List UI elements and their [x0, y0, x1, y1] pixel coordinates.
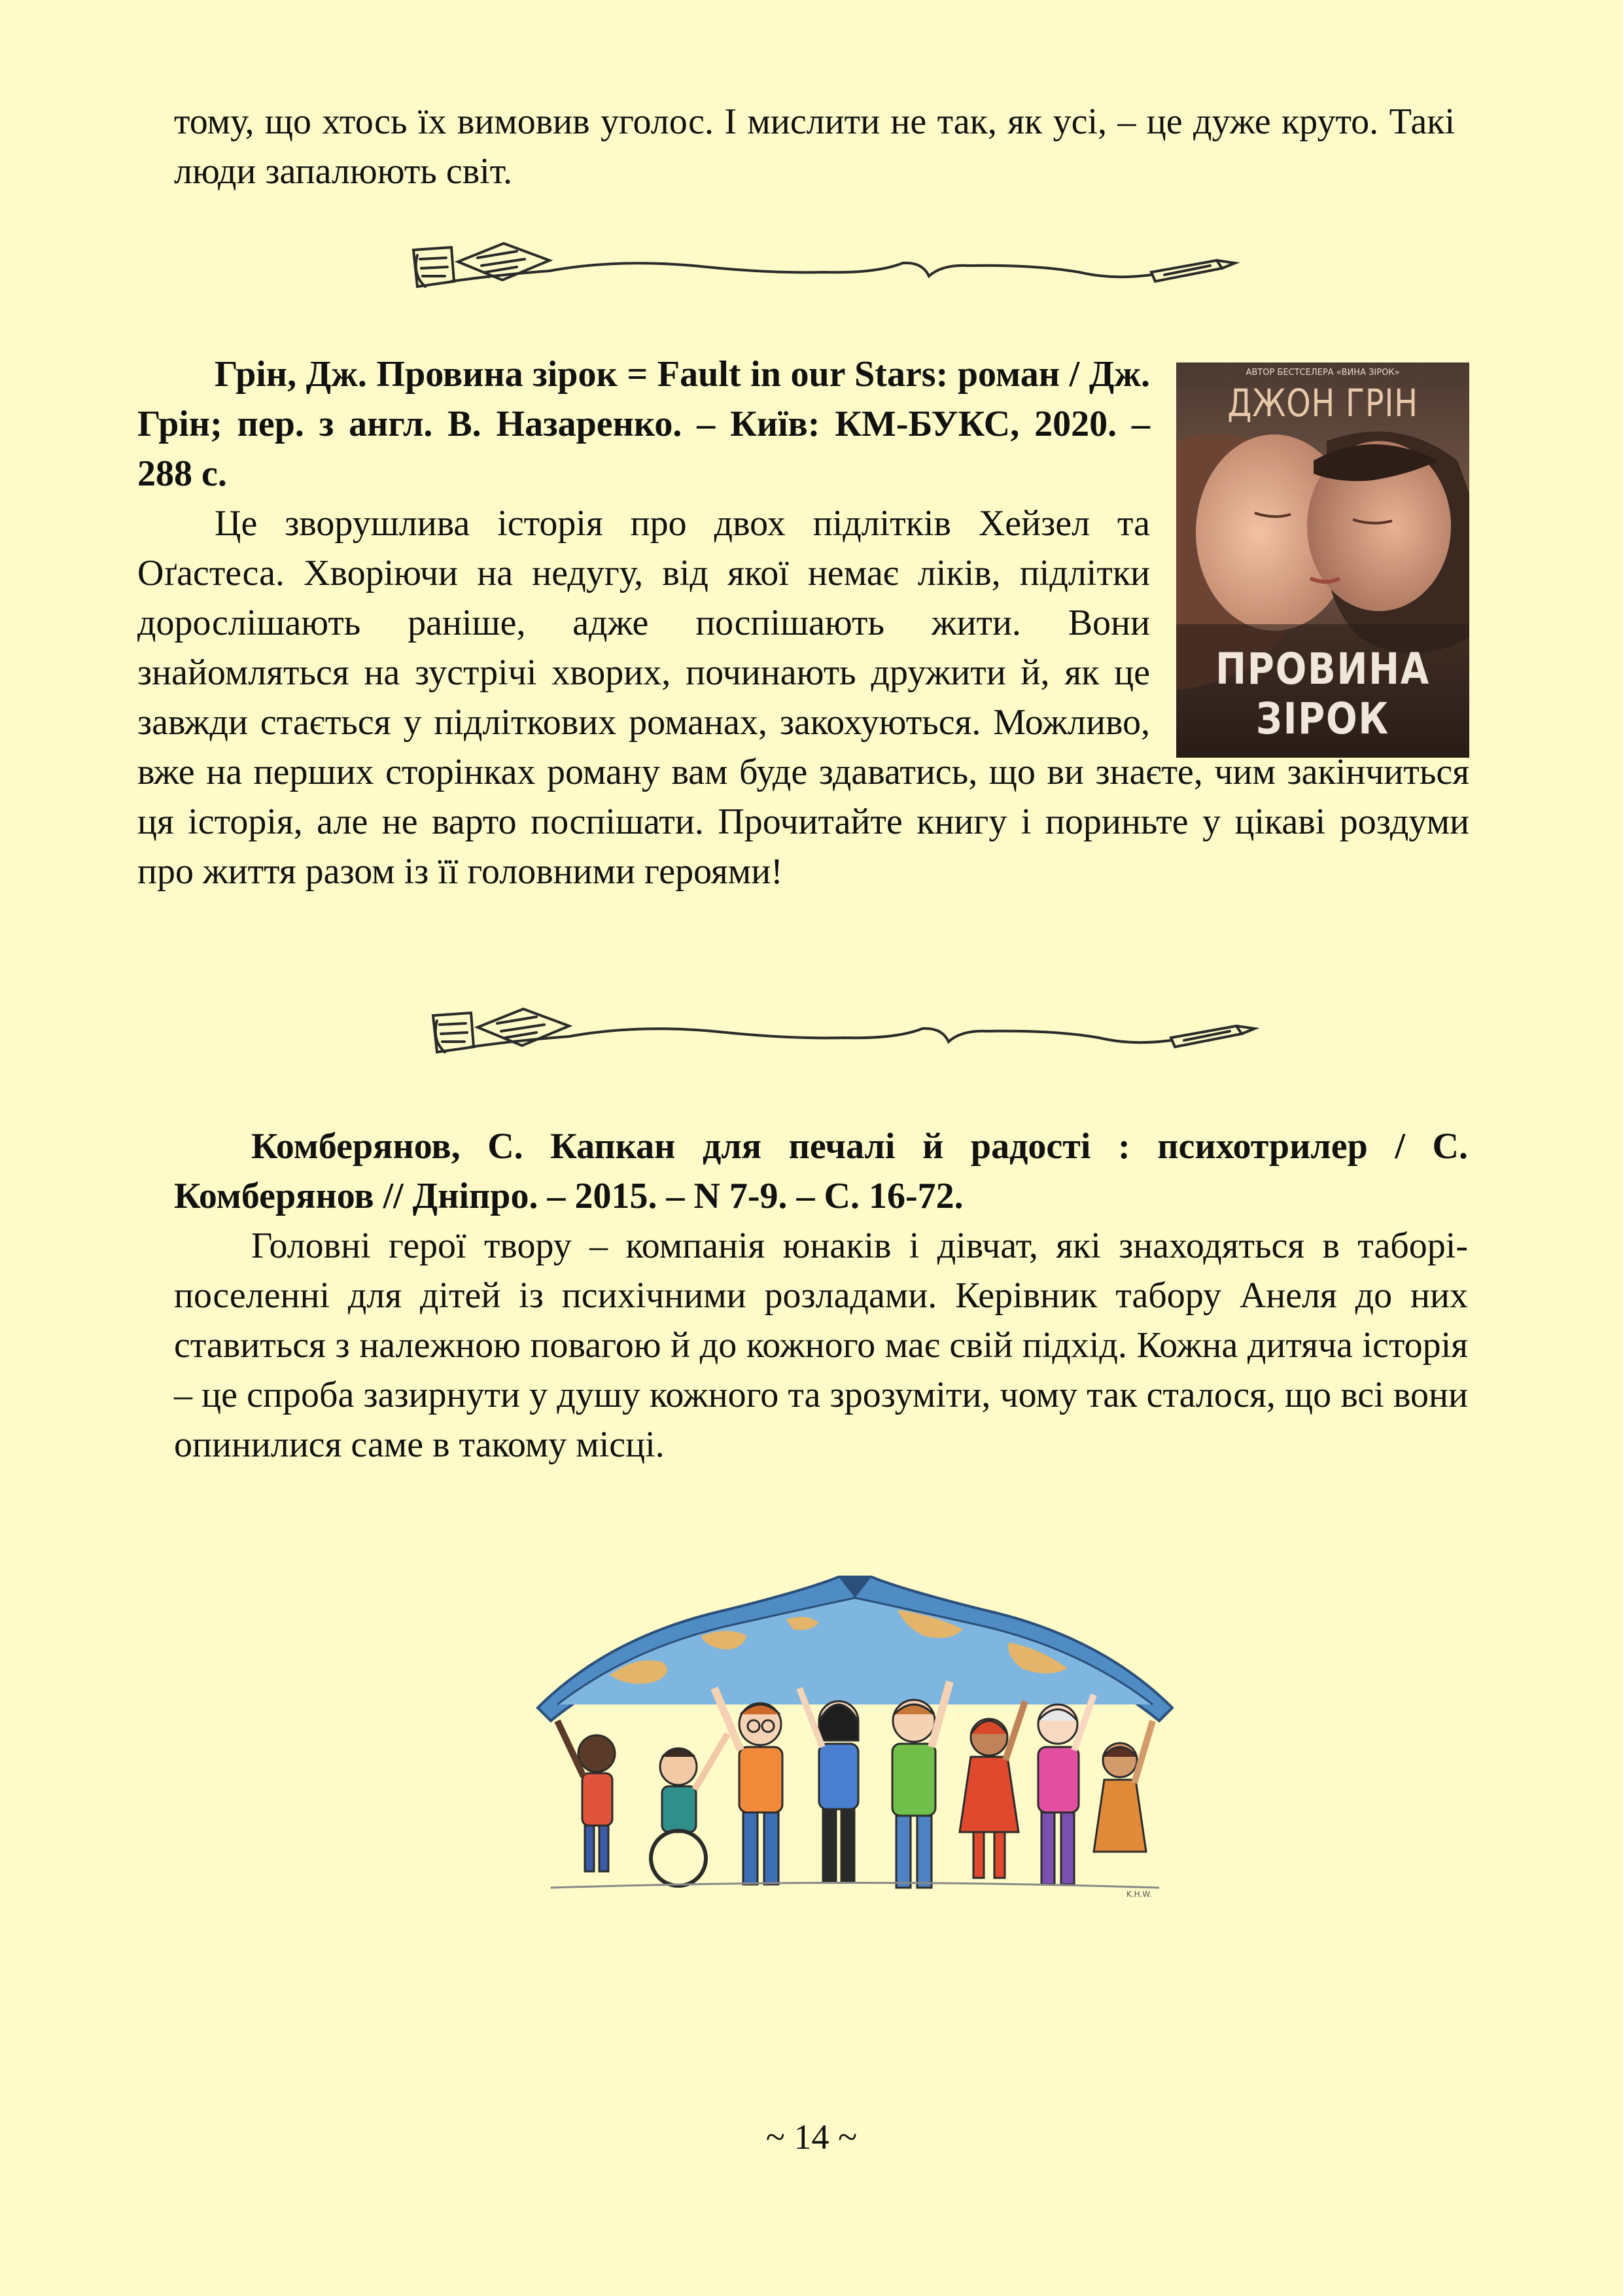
cover-title-line1: ПРОВИНА	[1215, 644, 1430, 694]
entry-1-annotation: Це зворушлива історія про двох підлітків Хейзел та Оґастеса. Хворіючи на недугу, від якої немає ліків, підлітки дорослішають раніше, адже поспішають жити. Вони знайомляться на зустрічі хворих, починають дружити й, як це завжди стається у підліткових романах, закохуються. Можливо, вже на перших сторінках роману вам буде здаватись, що ви знаєте, чим закінчиться ця історія, але не варто поспішати. Прочитайте книгу і пориньте у цікаві роздуми про життя разом із її головними героями!	[137, 503, 1469, 892]
cover-author: ДЖОН ГРІН	[1227, 381, 1418, 425]
page-number: ~ 14 ~	[765, 2117, 858, 2157]
entry-1-citation: Грін, Дж. Провина зірок = Fault in our Stars: роман / Дж. Грін; пер. з англ. В. Назаренко. – Київ: КМ-БУКС, 2020. – 288 с.	[137, 354, 1150, 494]
divider-ornament-1	[406, 236, 1269, 301]
divider-ornament-2	[419, 1001, 1295, 1067]
intro-paragraph: тому, що хтось їх вимовив уголос. І мислити не так, як усі, – це дуже круто. Такі люди запалюють світ.	[174, 101, 1455, 192]
cover-small-text: АВТОР БЕСТСЕЛЕРА «ВИНА ЗІРОК»	[1246, 368, 1400, 378]
entry-2-citation: Комберянов, С. Капкан для печалі й радості : психотрилер / С. Комберянов // Дніпро. – 2015. – N 7-9. – С. 16-72.	[174, 1126, 1468, 1216]
children-book-illustration	[531, 1557, 1179, 1911]
illustration-signature: K.H.W.	[1126, 1890, 1152, 1899]
cover-title-line2: ЗІРОК	[1256, 694, 1389, 744]
entry-2-annotation: Головні герої твору – компанія юнаків і дівчат, які знаходяться в таборі-поселенні для дітей із психічними розладами. Керівник табору Анеля до них ставиться з належною повагою й до кожного має свій підхід. Кожна дитяча історія – це спроба зазирнути у душу кожного та зрозуміти, чому так сталося, що всі вони опинилися саме в такому місці.	[174, 1226, 1468, 1465]
